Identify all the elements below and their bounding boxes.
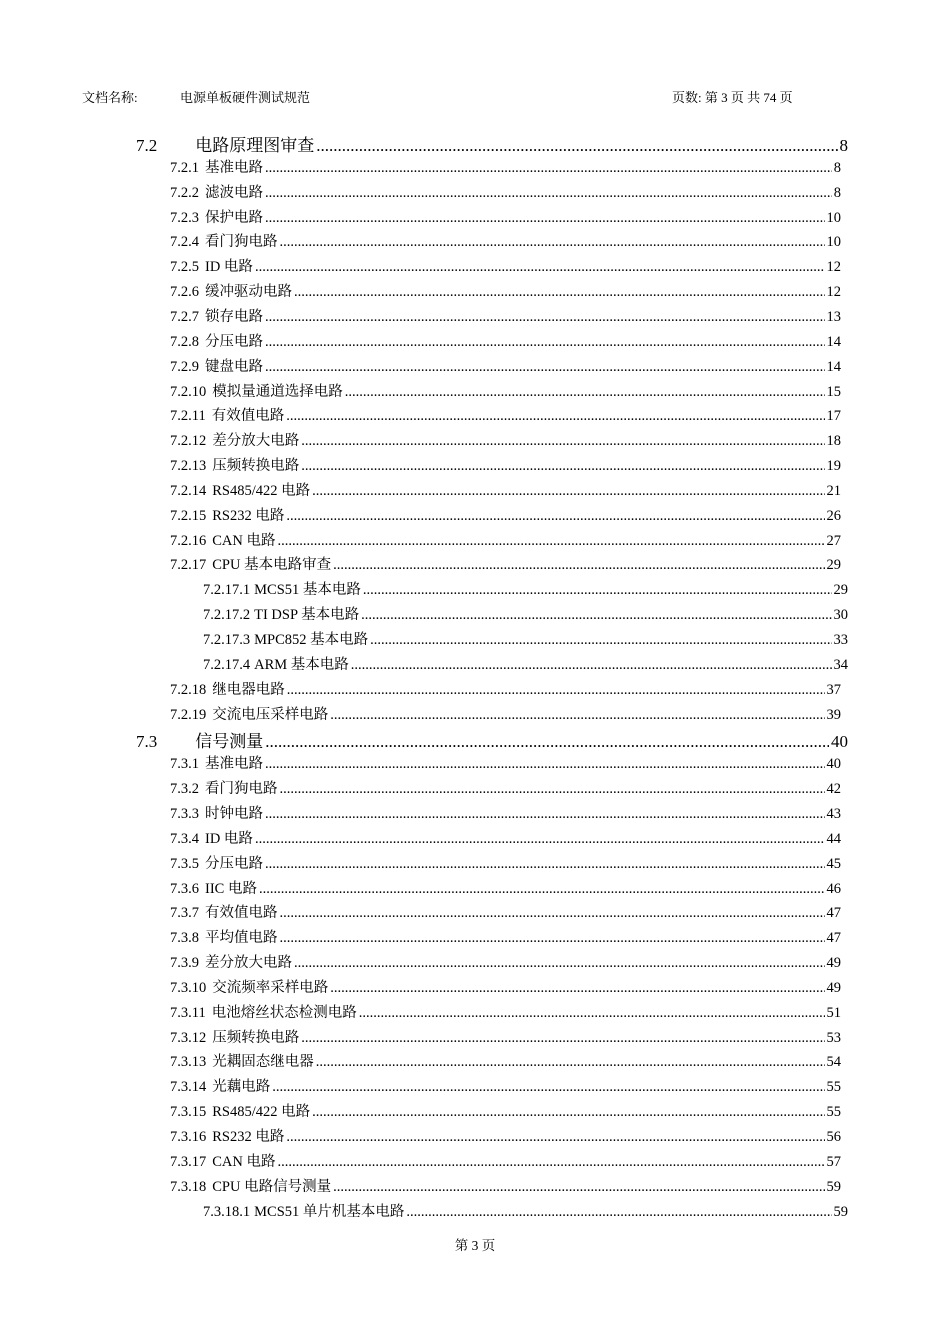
toc-entry[interactable] [203, 653, 848, 672]
toc-entry-page: 30 [833, 607, 848, 624]
toc-entry[interactable] [136, 727, 848, 752]
toc-entry-title: 差分放大电路 [212, 433, 300, 450]
toc-entry-label [136, 727, 263, 752]
toc-entry[interactable] [170, 777, 841, 796]
toc-entry-title: ARM 基本电路 [254, 656, 349, 673]
toc-entry[interactable] [170, 305, 841, 324]
toc-entry[interactable] [170, 553, 841, 572]
toc-entry[interactable] [170, 926, 841, 945]
toc-leader-dots [278, 533, 825, 550]
toc-leader-dots [287, 682, 825, 699]
toc-entry-number: 7.3.10 [170, 979, 207, 996]
toc-entry[interactable] [170, 976, 841, 995]
toc-entry[interactable] [170, 429, 841, 448]
toc-entry-number: 7.2.14 [170, 482, 207, 499]
toc-entry-number: 7.2.4 [170, 234, 199, 251]
toc-entry-label [203, 628, 368, 649]
toc-entry-label [203, 603, 359, 624]
toc-entry-number: 7.3.5 [170, 855, 199, 872]
toc-entry-title: 信号测量 [195, 732, 264, 752]
toc-entry-title: CAN 电路 [212, 532, 276, 549]
toc-entry-title: 模拟量通道选择电路 [212, 383, 343, 400]
toc-entry-number: 7.2.8 [170, 333, 199, 350]
toc-entry[interactable] [136, 131, 848, 153]
toc-entry-page: 55 [826, 1079, 841, 1096]
toc-entry-label [170, 1075, 270, 1096]
toc-entry-page: 10 [826, 209, 841, 226]
toc-entry-label [170, 1175, 331, 1196]
toc-entry-number: 7.2.18 [170, 681, 207, 698]
toc-entry-label [170, 802, 263, 823]
toc-entry-title: IIC 电路 [205, 880, 257, 897]
toc-leader-dots [259, 881, 825, 898]
toc-leader-dots [294, 284, 825, 301]
toc-entry-title: 电池熔丝状态检测电路 [211, 1004, 357, 1021]
toc-entry-label [170, 703, 328, 724]
toc-leader-dots [265, 334, 825, 351]
toc-entry-label [170, 255, 253, 276]
toc-entry-title: 电路原理图审查 [195, 136, 315, 155]
toc-entry-label [170, 230, 278, 251]
toc-entry-number: 7.2.17.1 [203, 582, 251, 599]
toc-entry-page: 43 [826, 805, 841, 822]
toc-leader-dots [333, 557, 824, 574]
toc-entry-label [136, 131, 314, 156]
toc-entry-number: 7.3.4 [170, 830, 199, 847]
toc-entry[interactable] [170, 951, 841, 970]
toc-entry-page: 34 [833, 656, 848, 673]
toc-entry-page: 53 [826, 1029, 841, 1046]
toc-entry-title: 压频转换电路 [212, 458, 300, 475]
toc-leader-dots [330, 980, 824, 997]
toc-entry-number: 7.2.16 [170, 532, 207, 549]
toc-entry-page: 15 [826, 383, 841, 400]
toc-entry[interactable] [170, 1001, 841, 1020]
toc-entry-title: CAN 电路 [212, 1153, 276, 1170]
toc-entry[interactable] [170, 1026, 841, 1045]
toc-entry-page: 18 [826, 433, 841, 450]
toc-entry-page: 29 [826, 557, 841, 574]
toc-entry-label [203, 653, 349, 674]
toc-entry-number: 7.2.7 [170, 308, 199, 325]
toc-entry-label [170, 454, 299, 475]
toc-entry-page: 45 [826, 855, 841, 872]
toc-entry-title: 分压电路 [205, 855, 263, 872]
toc-entry-title: 基准电路 [205, 159, 263, 176]
toc-entry[interactable] [170, 355, 841, 374]
toc-leader-dots [265, 806, 825, 823]
toc-entry[interactable] [170, 1075, 841, 1094]
toc-entry-number: 7.2.9 [170, 358, 199, 375]
toc-leader-dots [265, 856, 825, 873]
toc-entry-page: 29 [833, 582, 848, 599]
toc-entry[interactable] [170, 877, 841, 896]
toc-entry-label [170, 951, 292, 972]
toc-leader-dots [363, 582, 832, 599]
toc-entry-title: 光耦固态继电器 [212, 1054, 314, 1071]
toc-leader-dots [301, 433, 824, 450]
toc-leader-dots [255, 831, 825, 848]
toc-leader-dots [370, 632, 831, 649]
toc-entry-page: 17 [826, 408, 841, 425]
toc-leader-dots [316, 1054, 825, 1071]
toc-entry-label [203, 1200, 404, 1221]
toc-entry-number: 7.3.18 [170, 1178, 207, 1195]
toc-entry-number: 7.2.17.2 [203, 607, 251, 624]
toc-entry-label [170, 330, 263, 351]
toc-entry[interactable] [170, 181, 841, 200]
toc-entry-number: 7.2.17 [170, 557, 207, 574]
toc-entry-page: 49 [826, 979, 841, 996]
toc-entry-title: RS232 电路 [212, 1129, 285, 1145]
toc-entry-number: 7.3.13 [170, 1054, 207, 1071]
toc-leader-dots [286, 1129, 824, 1146]
toc-leader-dots [312, 1104, 824, 1121]
toc-entry[interactable] [170, 504, 841, 523]
toc-entry-page: 14 [826, 333, 841, 350]
toc-entry-number: 7.2.10 [170, 383, 207, 400]
toc-entry-label [170, 1100, 310, 1121]
toc-entry-number: 7.2 [136, 136, 158, 155]
toc-leader-dots [301, 458, 824, 475]
toc-entry-title: CPU 电路信号测量 [212, 1178, 332, 1195]
toc-entry[interactable] [170, 1150, 841, 1169]
toc-entry-number: 7.3.2 [170, 781, 199, 798]
header-doc-name: 电源单板硬件测试规范 [180, 90, 311, 105]
toc-entry-title: 分压电路 [205, 333, 263, 350]
toc-leader-dots [333, 1179, 824, 1196]
toc-entry-label [170, 156, 263, 177]
toc-leader-dots [265, 756, 825, 773]
toc-entry-label [170, 380, 343, 401]
toc-entry[interactable] [170, 479, 841, 498]
toc-entry-title: 交流电压采样电路 [212, 706, 329, 723]
toc-entry-title: RS485/422 电路 [212, 1104, 311, 1121]
toc-entry-title: 继电器电路 [212, 681, 285, 698]
toc-entry[interactable] [170, 827, 841, 846]
toc-entry-page: 51 [826, 1004, 841, 1021]
toc-leader-dots [301, 1030, 824, 1047]
toc-leader-dots [286, 508, 824, 525]
toc-entry-page: 12 [826, 259, 841, 276]
toc-entry[interactable] [170, 1050, 841, 1069]
toc-leader-dots [265, 210, 825, 227]
toc-leader-dots [345, 384, 825, 401]
toc-entry-number: 7.3.12 [170, 1029, 207, 1046]
toc-leader-dots [280, 930, 825, 947]
toc-leader-dots [286, 408, 824, 425]
toc-entry-page: 39 [826, 706, 841, 723]
toc-entry-label [170, 1125, 284, 1146]
toc-entry-label [170, 752, 263, 773]
toc-entry-label [170, 1150, 276, 1171]
toc-entry-number: 7.3.1 [170, 756, 199, 773]
header-page-info: 页数: 第 3 页 共 74 页 [672, 90, 793, 105]
toc-entry-title: MCS51 单片机基本电路 [254, 1203, 405, 1220]
footer-page-number: 第 3 页 [454, 1238, 496, 1253]
toc-entry[interactable] [170, 901, 841, 920]
toc-entry-title: RS485/422 电路 [212, 482, 311, 499]
toc-entry-number: 7.3.15 [170, 1104, 207, 1121]
toc-entry-page: 8 [839, 136, 848, 155]
toc-entry-label [170, 553, 331, 574]
toc-entry-label [203, 578, 361, 599]
toc-entry-number: 7.2.17.4 [203, 656, 251, 673]
toc-leader-dots [312, 483, 824, 500]
toc-leader-dots [280, 781, 825, 798]
toc-entry[interactable] [170, 255, 841, 274]
toc-entry-label [170, 1050, 314, 1071]
toc-leader-dots [265, 160, 832, 177]
toc-entry-number: 7.3.8 [170, 930, 199, 947]
toc-entry-page: 13 [826, 308, 841, 325]
toc-entry-number: 7.3.16 [170, 1129, 207, 1145]
toc-entry-title: 差分放大电路 [205, 955, 292, 972]
toc-entry[interactable] [170, 529, 841, 548]
toc-entry-number: 7.3.14 [170, 1079, 207, 1096]
toc-entry-title: MPC852 基本电路 [254, 632, 369, 648]
toc-entry-label [170, 678, 285, 699]
toc-entry-title: 压频转换电路 [212, 1029, 300, 1046]
toc-leader-dots [265, 185, 832, 202]
toc-entry-title: 看门狗电路 [205, 781, 278, 798]
toc-leader-dots [294, 955, 825, 972]
toc-entry-page: 26 [826, 507, 841, 524]
toc-entry[interactable] [203, 603, 848, 622]
toc-entry-title: 键盘电路 [205, 358, 263, 375]
toc-leader-dots [316, 136, 837, 156]
toc-entry-page: 44 [826, 830, 841, 847]
toc-entry-page: 46 [826, 880, 841, 897]
toc-entry-page: 47 [826, 905, 841, 922]
toc-entry-page: 12 [826, 284, 841, 301]
toc-entry-title: RS232 电路 [212, 507, 285, 524]
toc-entry[interactable] [170, 752, 841, 771]
toc-entry-title: 有效值电路 [205, 905, 278, 922]
toc-entry-label [170, 479, 310, 500]
toc-entry-page: 59 [833, 1203, 848, 1220]
toc-entry-number: 7.3.6 [170, 880, 199, 897]
toc-entry-number: 7.2.3 [170, 209, 199, 226]
toc-entry[interactable] [170, 1175, 841, 1194]
toc-entry[interactable] [170, 280, 841, 299]
toc-entry-number: 7.2.6 [170, 284, 199, 301]
toc-entry-number: 7.3.17 [170, 1153, 207, 1170]
toc-entry-title: 交流频率采样电路 [212, 979, 329, 996]
toc-entry-title: 有效值电路 [211, 408, 285, 425]
toc-entry-page: 33 [833, 632, 848, 648]
toc-entry-label [170, 529, 276, 550]
toc-entry-label [170, 429, 299, 450]
toc-entry-title: 基准电路 [205, 756, 263, 773]
toc-entry[interactable] [170, 1100, 841, 1119]
toc-entry-page: 57 [826, 1153, 841, 1170]
toc-entry-number: 7.2.12 [170, 433, 207, 450]
toc-entry-label [170, 305, 263, 326]
toc-entry-number: 7.2.2 [170, 184, 199, 201]
toc-entry-label [170, 280, 292, 301]
toc-entry-label [170, 777, 278, 798]
toc-entry-title: 时钟电路 [205, 805, 263, 822]
toc-entry-label [170, 206, 263, 227]
toc-entry[interactable] [170, 678, 841, 697]
toc-entry-page: 21 [826, 482, 841, 499]
toc-entry-page: 42 [826, 781, 841, 798]
toc-entry-title: 光藕电路 [212, 1079, 271, 1096]
toc-entry-label [170, 181, 263, 202]
toc-entry-page: 40 [831, 732, 848, 752]
toc-entry-number: 7.3.18.1 [203, 1203, 251, 1220]
toc-entry[interactable] [170, 404, 841, 423]
toc-leader-dots [265, 309, 825, 326]
toc-entry-page: 8 [833, 184, 841, 201]
toc-entry-page: 8 [833, 159, 841, 176]
toc-entry-page: 37 [826, 681, 841, 698]
toc-entry-page: 49 [826, 955, 841, 972]
toc-entry-number: 7.3.9 [170, 955, 199, 972]
toc-entry[interactable] [170, 156, 841, 175]
toc-entry-title: 滤波电路 [205, 184, 263, 201]
toc-entry-page: 47 [826, 930, 841, 947]
toc-entry-title: 看门狗电路 [205, 234, 278, 251]
toc-entry[interactable] [170, 852, 841, 871]
toc-entry-number: 7.3.11 [170, 1004, 206, 1021]
toc-entry-label [170, 355, 263, 376]
toc-entry[interactable] [170, 330, 841, 349]
toc-leader-dots [351, 657, 832, 674]
toc-leader-dots [361, 607, 831, 624]
toc-entry-number: 7.3.3 [170, 805, 199, 822]
toc-entry-number: 7.2.17.3 [203, 632, 251, 648]
toc-entry-label [170, 1026, 299, 1047]
toc-entry-page: 10 [826, 234, 841, 251]
toc-entry-page: 14 [826, 358, 841, 375]
toc-entry[interactable] [203, 628, 848, 647]
toc-entry-label [170, 404, 284, 425]
toc-entry-number: 7.2.13 [170, 458, 207, 475]
toc-leader-dots [330, 707, 824, 724]
toc-entry[interactable] [170, 802, 841, 821]
toc-entry-number: 7.2.15 [170, 507, 207, 524]
toc-entry-number: 7.2.5 [170, 259, 199, 276]
toc-entry-page: 54 [826, 1054, 841, 1071]
toc-leader-dots [359, 1005, 825, 1022]
toc-entry-title: TI DSP 基本电路 [254, 607, 360, 624]
toc-entry-title: 缓冲驱动电路 [205, 284, 292, 301]
toc-entry-page: 56 [826, 1129, 841, 1145]
toc-entry[interactable] [170, 703, 841, 722]
toc-entry-label [170, 852, 263, 873]
toc-entry-label [170, 877, 257, 898]
toc-entry-title: MCS51 基本电路 [254, 582, 361, 599]
toc-entry[interactable] [170, 1125, 841, 1144]
toc-leader-dots [406, 1204, 831, 1221]
toc-entry-number: 7.3 [136, 732, 158, 752]
toc-entry-title: ID 电路 [205, 259, 253, 276]
toc-entry[interactable] [170, 380, 841, 399]
toc-entry-title: ID 电路 [205, 830, 253, 847]
toc-entry-page: 19 [826, 458, 841, 475]
toc-entry-title: 锁存电路 [205, 308, 263, 325]
toc-entry-title: 平均值电路 [205, 930, 278, 947]
toc-entry-title: CPU 基本电路审查 [212, 557, 332, 574]
toc-entry-page: 59 [826, 1178, 841, 1195]
toc-entry-number: 7.2.19 [170, 706, 207, 723]
toc-leader-dots [265, 732, 829, 752]
toc-entry-number: 7.2.11 [170, 408, 206, 425]
toc-entry-label [170, 976, 328, 997]
toc-entry-label [170, 1001, 357, 1022]
toc-entry[interactable] [170, 230, 841, 249]
toc-entry-number: 7.3.7 [170, 905, 199, 922]
toc-entry-label [170, 504, 284, 525]
toc-leader-dots [280, 234, 825, 251]
toc-entry-label [170, 901, 278, 922]
toc-entry-title: 保护电路 [205, 209, 263, 226]
toc-leader-dots [272, 1079, 824, 1096]
toc-entry[interactable] [170, 206, 841, 225]
toc-entry-number: 7.2.1 [170, 159, 199, 176]
toc-entry[interactable] [203, 578, 848, 597]
toc-entry-page: 40 [826, 756, 841, 773]
toc-leader-dots [280, 905, 825, 922]
header-doc-name-label: 文档名称: [82, 90, 138, 105]
toc-leader-dots [265, 359, 825, 376]
toc-leader-dots [255, 259, 825, 276]
toc-entry-page: 27 [826, 532, 841, 549]
toc-entry[interactable] [203, 1200, 848, 1219]
toc-entry-label [170, 827, 253, 848]
toc-entry[interactable] [170, 454, 841, 473]
toc-entry-label [170, 926, 278, 947]
toc-leader-dots [278, 1154, 825, 1171]
toc-entry-page: 55 [826, 1104, 841, 1121]
